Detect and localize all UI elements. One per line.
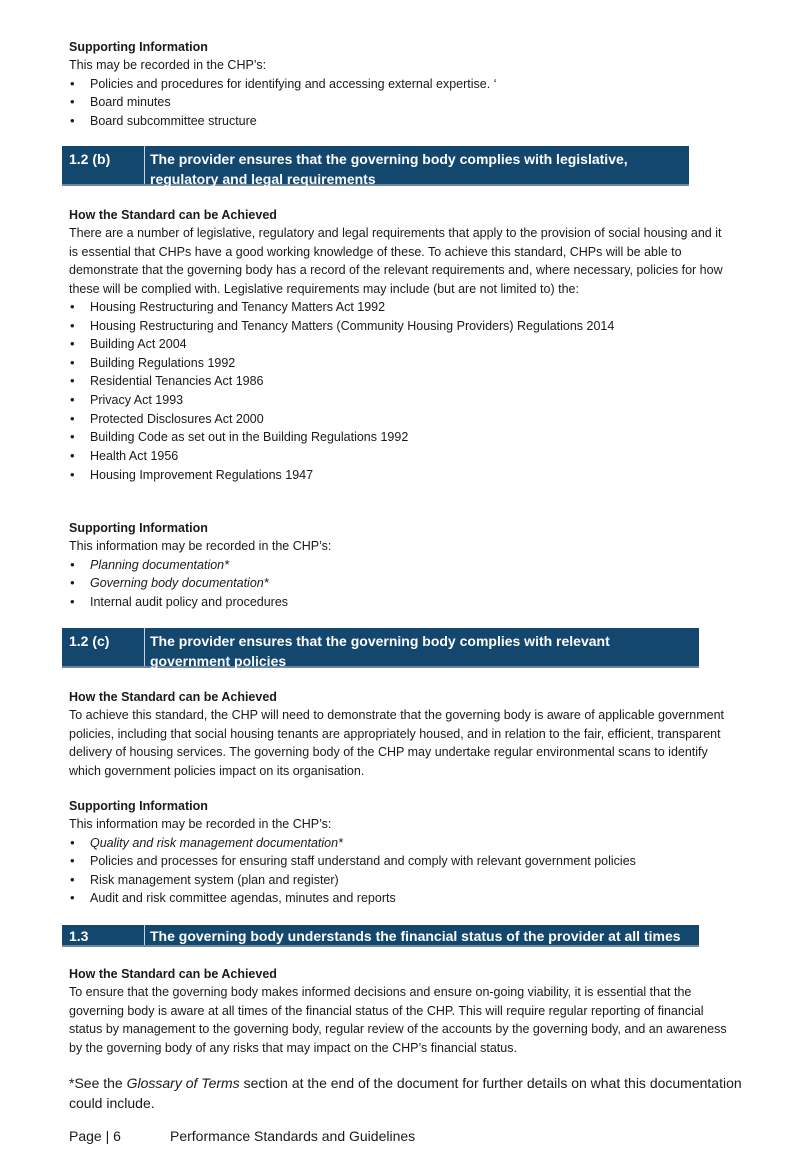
list-item: • Protected Disclosures Act 2000 [69,410,729,429]
section-title-line: regulatory and legal requirements [150,171,376,187]
legislation-list [69,298,729,485]
section-code: 1.3 [69,928,89,944]
list-item: • Quality and risk management documentation* [69,834,729,853]
section-title-line: The provider ensures that the governing body complies with legislative, [150,151,628,167]
footnote-text: *See the [69,1075,127,1091]
how-achieved-heading: How the Standard can be Achieved [69,690,277,704]
supporting-info-heading: Supporting Information [69,521,208,535]
supporting-info-intro: This may be recorded in the CHP’s: [69,58,267,72]
list-item: • Policies and procedures for identifying and accessing external expertise. ‘ [69,75,729,94]
supporting-info-heading: Supporting Information [69,40,208,54]
section-title [150,149,679,189]
how-achieved-text: To achieve this standard, the CHP will need to demonstrate that the governing body is aware of applicable government policies, including that social housing tenants are appropriately housed, and in relation to the fair, efficient, transparent delivery of housing services. The governing body of the CHP may undertake regular environmental scans to identify which government policies impact on its organisation. [69,708,725,778]
glossary-footnote [69,1073,749,1113]
document-title: Performance Standards and Guidelines [170,1128,416,1144]
supporting-info-intro: This information may be recorded in the CHP’s: [69,539,332,553]
section-title-line: government policies [150,653,287,669]
section-code: 1.2 (b) [69,151,111,167]
list-item: • Privacy Act 1993 [69,391,729,410]
page-footer [69,1126,416,1146]
how-achieved-text: To ensure that the governing body makes informed decisions and ensure on-going viability, it is essential that the governing body is aware at all times of the financial status of the CHP. This will require regular reporting of financial status by management to the governing body, regular review of the accounts by the governing body, and an awareness by the governing body of any risks that may impact on the CHP’s financial status. [69,985,727,1055]
how-achieved-text: There are a number of legislative, regulatory and legal requirements that apply to the provision of social housing and it is essential that CHPs have a good working knowledge of these. To achieve this standard, CHPs will be able to demonstrate that the governing body has a record of the relevant requirements and, where necessary, policies for how these will be complied with. Legislative requirements may include (but are not limited to) the: [69,226,723,296]
supporting-info-list [69,556,729,612]
list-item: • Housing Improvement Regulations 1947 [69,466,729,485]
how-achieved-1-2-c [69,688,729,780]
supporting-info-1-2-b [69,519,729,611]
header-divider [144,146,145,184]
list-item: • Governing body documentation* [69,574,729,593]
list-item: • Risk management system (plan and register) [69,871,729,890]
section-title: The governing body understands the financial status of the provider at all times [150,928,681,944]
list-item: • Residential Tenancies Act 1986 [69,372,729,391]
list-item: • Audit and risk committee agendas, minutes and reports [69,889,729,908]
supporting-info-list [69,834,729,908]
header-divider [144,628,145,666]
list-item: • Housing Restructuring and Tenancy Matters Act 1992 [69,298,729,317]
supporting-info-list [69,75,729,131]
how-achieved-heading: How the Standard can be Achieved [69,208,277,222]
list-item: • Health Act 1956 [69,447,729,466]
glossary-reference: Glossary of Terms [126,1075,240,1091]
section-header-1-2-c [62,628,699,668]
list-item: • Planning documentation* [69,556,729,575]
list-item: • Internal audit policy and procedures [69,593,729,612]
section-header-1-2-b [62,146,689,186]
supporting-info-intro: This information may be recorded in the CHP’s: [69,817,332,831]
list-item: • Building Regulations 1992 [69,354,729,373]
list-item: • Board minutes [69,93,729,112]
list-item: • Building Code as set out in the Building Regulations 1992 [69,428,729,447]
footnote-text: section at the end of the document for further details on what this documentation could include. [69,1075,742,1111]
section-code: 1.2 (c) [69,633,110,649]
list-item: • Policies and processes for ensuring staff understand and comply with relevant government policies [69,852,729,871]
how-achieved-1-2-b [69,206,729,485]
how-achieved-1-3 [69,965,729,1057]
how-achieved-heading: How the Standard can be Achieved [69,967,277,981]
list-item: • Building Act 2004 [69,335,729,354]
list-item: • Housing Restructuring and Tenancy Matters (Community Housing Providers) Regulations 2014 [69,317,729,336]
header-divider [144,925,145,945]
supporting-info-1-2-c [69,797,729,908]
list-item: • Board subcommittee structure [69,112,729,131]
supporting-info-top [69,38,729,130]
supporting-info-heading: Supporting Information [69,799,208,813]
page-number: Page | 6 [69,1128,121,1144]
section-title-line: The provider ensures that the governing body complies with relevant [150,633,610,649]
section-header-1-3 [62,925,699,947]
section-title [150,631,689,671]
